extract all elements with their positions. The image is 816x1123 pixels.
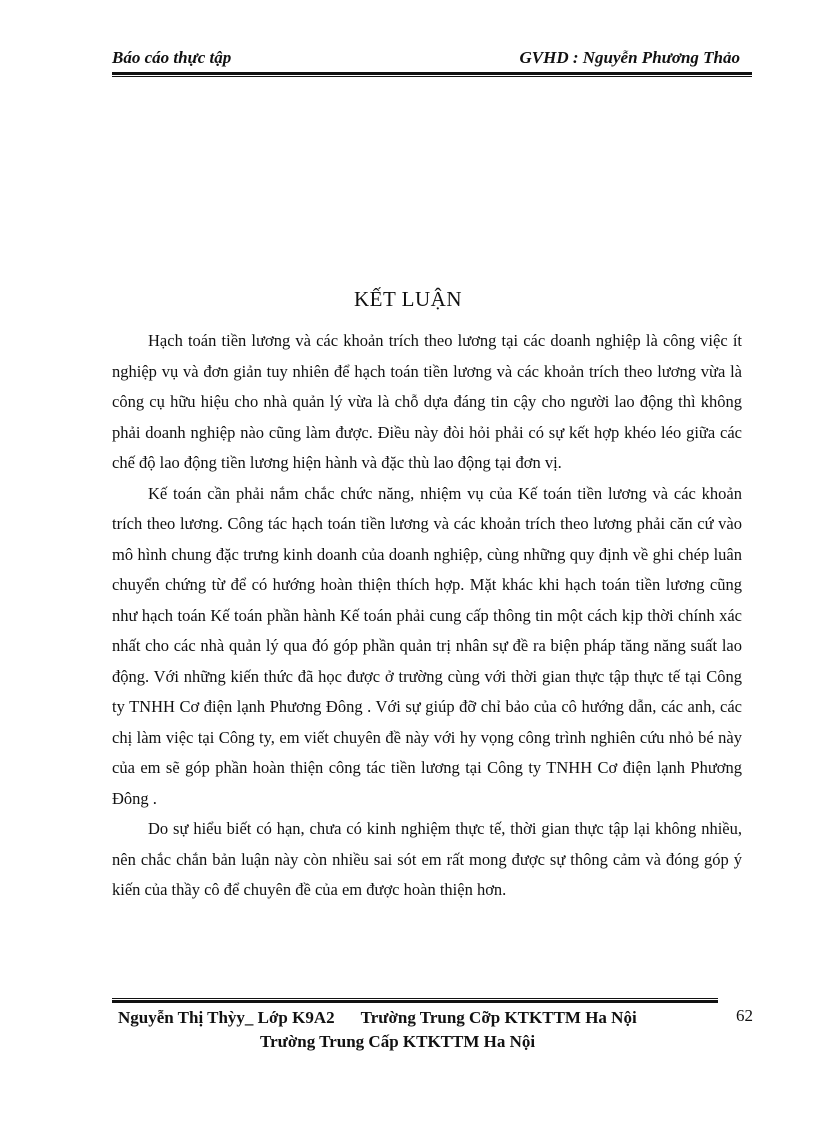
paragraph: Hạch toán tiền lương và các khoản trích theo lương tại các doanh nghiệp là công việc ít nghiệp vụ và đơn giản tuy nhiên để hạch toán tiền lương và các khoản trích theo lương vừa là công cụ hữu hiệu cho nhà quản lý vừa là chỗ dựa đáng tin cậy cho người lao động thì không phải doanh nghiệp nào cũng làm được. Điều này đòi hỏi phải có sự kết hợp khéo léo giữa các chế độ lao động tiền lương hiện hành và đặc thù lao động tại đơn vị. xyxy=(112,331,742,472)
footer-line-1 xyxy=(118,1008,637,1028)
page-header xyxy=(112,48,740,72)
header-rule xyxy=(112,72,752,77)
page-title: KẾT LUẬN xyxy=(353,287,462,311)
page-number: 62 xyxy=(736,1006,753,1025)
paragraph: Kế toán cần phải nắm chắc chức năng, nhiệm vụ của Kế toán tiền lương và các khoản trích theo lương. Công tác hạch toán tiền lương và các khoản trích theo lương phải căn cứ vào mô hình chung đặc trưng kinh doanh của doanh nghiệp, cùng những quy định về ghi chép luân chuyển chứng từ để có hướng hoàn thiện thích hợp. Mặt khác khi hạch toán tiền lương cũng như hạch toán Kế toán phần hành Kế toán phải cung cấp thông tin một cách kịp thời chính xác nhất cho các nhà quản lý qua đó góp phần quản trị nhân sự đề ra biện pháp tăng năng suất lao động. Với những kiến thức đã học được ở trường cùng với thời gian thực tập thực tế tại Công ty TNHH Cơ điện lạnh Phương Đông . Với sự giúp đỡ chỉ bảo của cô hướng dẫn, các anh, các chị làm việc tại Công ty, em viết chuyên đề này với hy vọng công trình nghiên cứu nhỏ bé này của em sẽ góp phần hoàn thiện công tác tiền lương tại Công ty TNHH Cơ điện lạnh Phương Đông . xyxy=(112,483,742,808)
footer-rule xyxy=(112,998,718,1003)
header-report-label: Báo cáo thực tập xyxy=(112,48,232,67)
footer-school: Trường Trung Cỡp KTKTTM Ha Nội xyxy=(360,1008,637,1027)
body-text xyxy=(112,326,742,906)
header-supervisor: GVHD : Nguyễn Phương Thảo xyxy=(519,48,740,67)
footer-school-repeat: Trường Trung Cấp KTKTTM Ha Nội xyxy=(260,1032,536,1051)
footer-author: Nguyễn Thị Thỳy_ Lớp K9A2 xyxy=(118,1008,335,1027)
paragraph: Do sự hiểu biết có hạn, chưa có kinh nghiệm thực tế, thời gian thực tập lại không nhiều, nên chắc chắn bản luận này còn nhiều sai sót em rất mong được sự thông cảm và đóng góp ý kiến của thầy cô để chuyên đề của em được hoàn thiện hơn. xyxy=(112,819,742,899)
